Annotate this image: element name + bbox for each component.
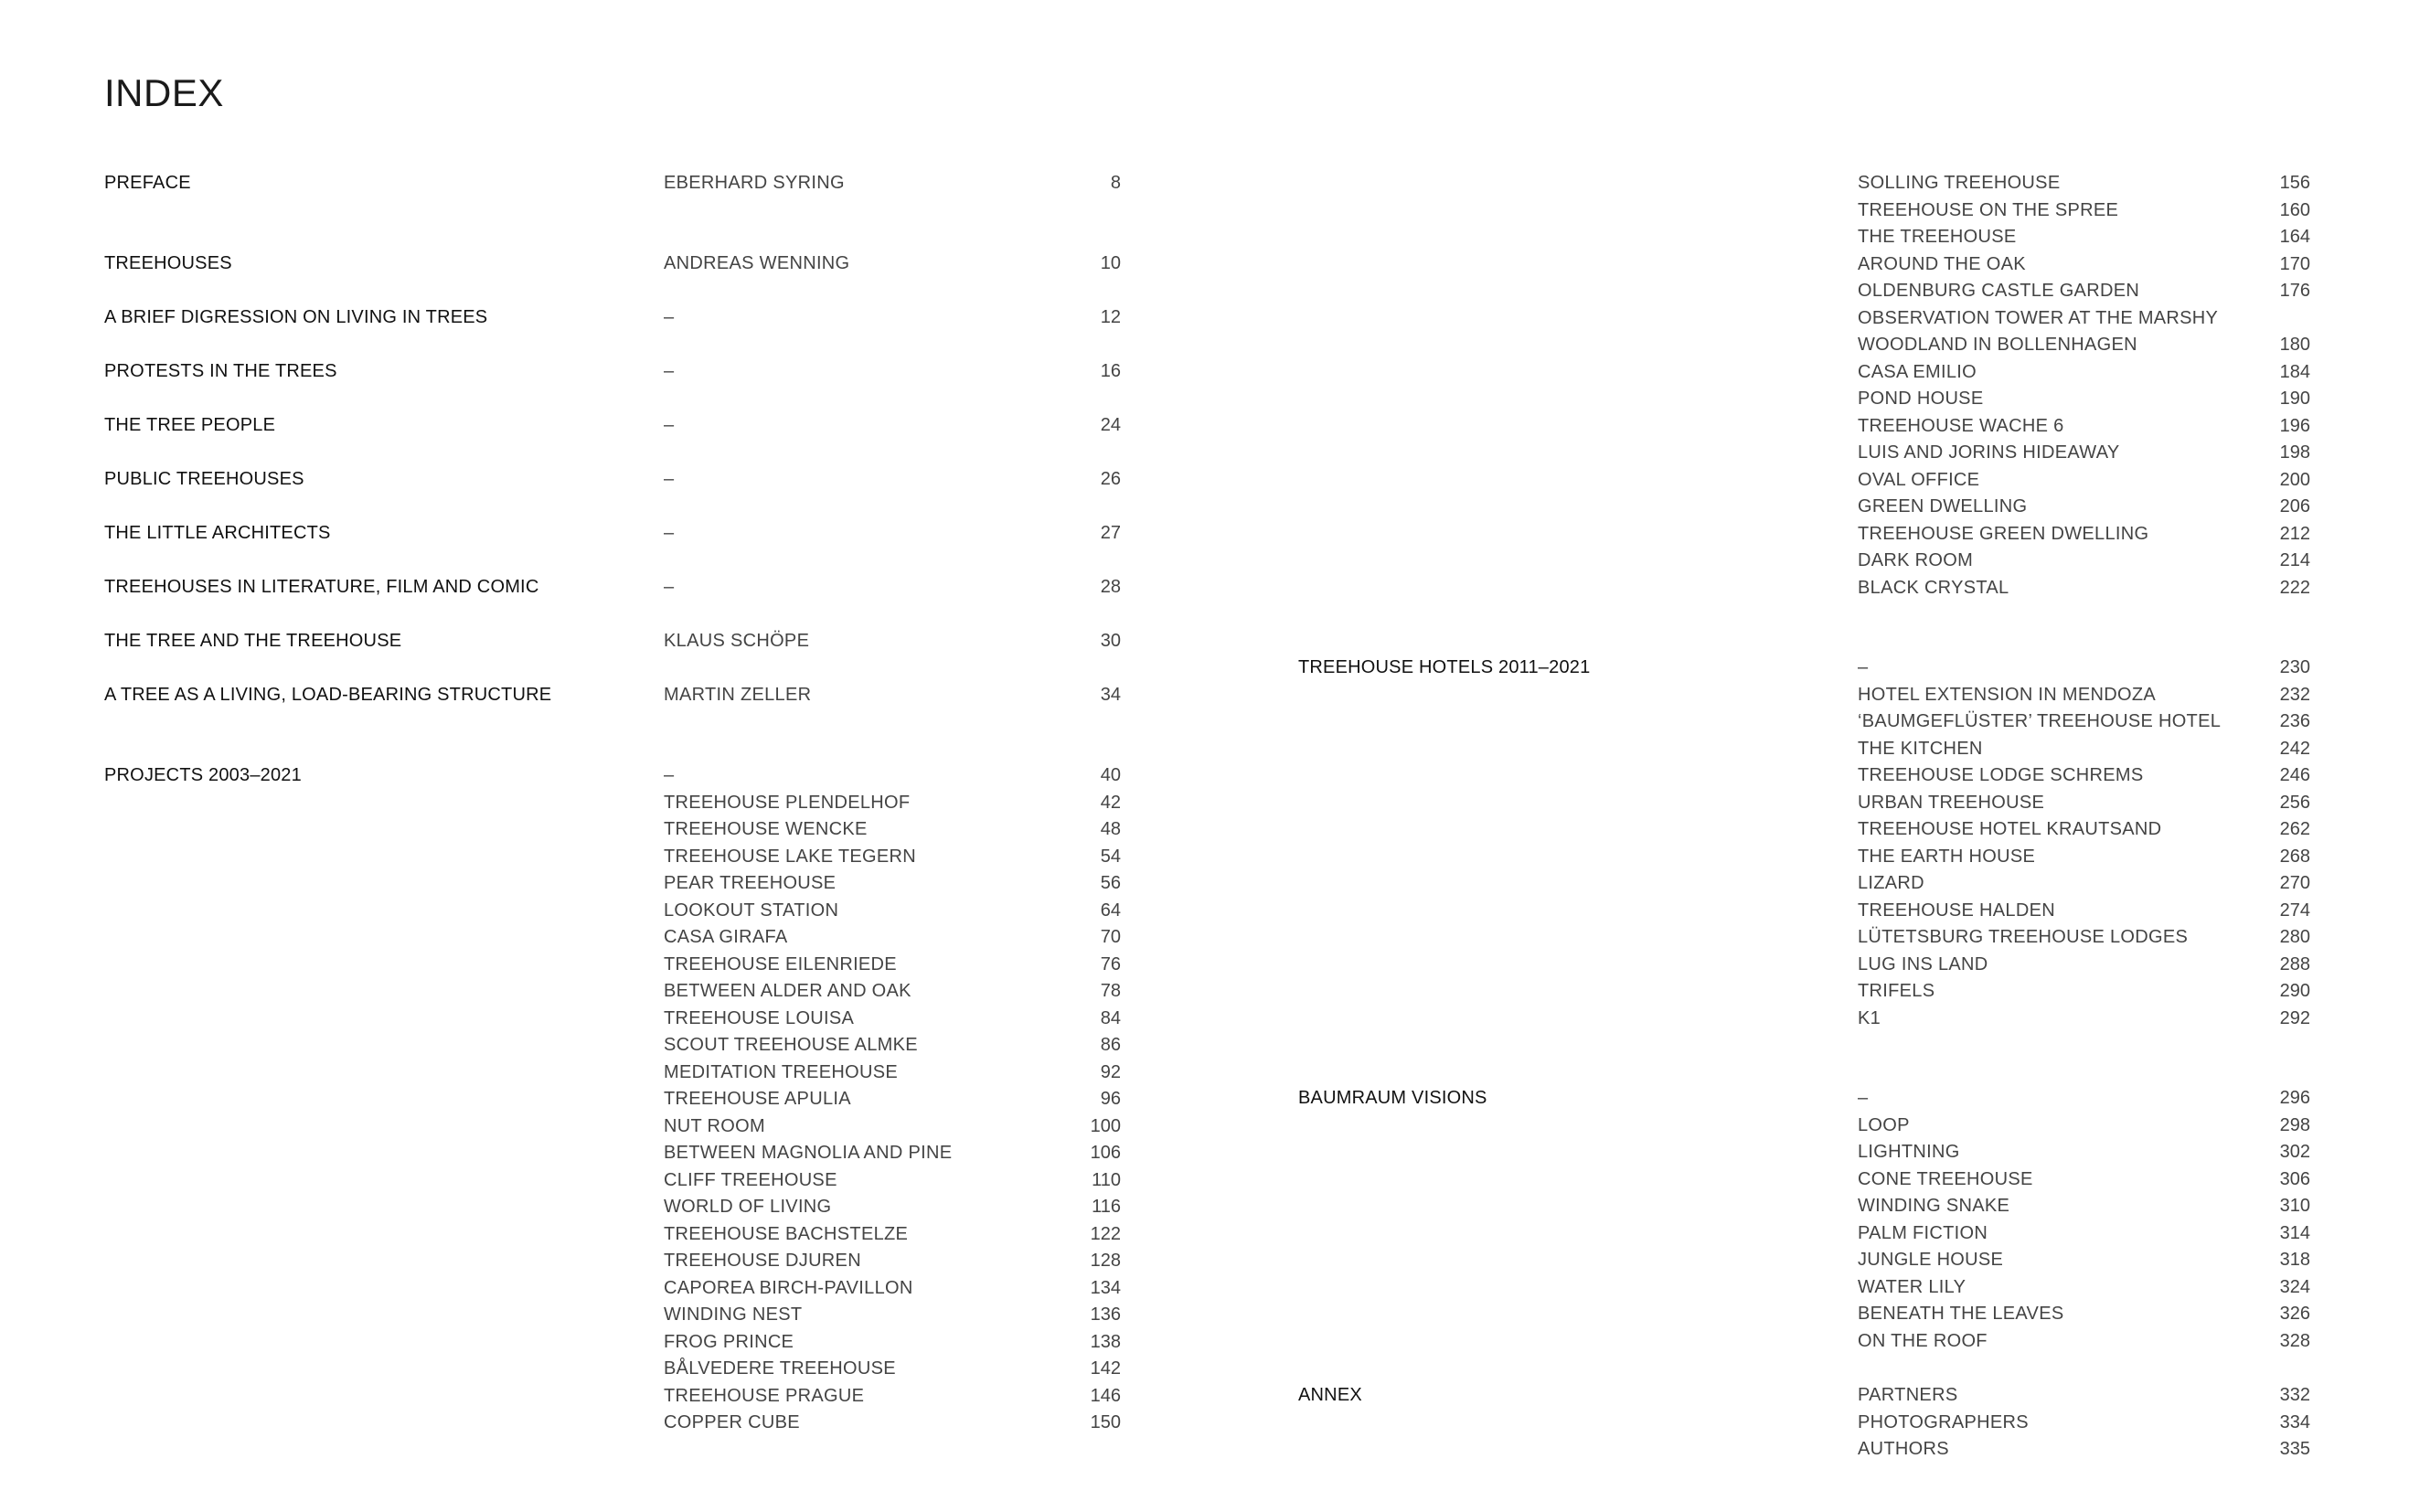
section-title: TREEHOUSES IN LITERATURE, FILM AND COMIC: [104, 577, 539, 597]
entry-title: AROUND THE OAK: [1858, 253, 2026, 274]
page-number: 314: [2279, 1222, 2310, 1243]
entry-title: TREEHOUSE WACHE 6: [1858, 415, 2064, 436]
entry-title: OVAL OFFICE: [1858, 469, 1980, 490]
entry-title: BLACK CRYSTAL: [1858, 577, 2009, 598]
page-number: 318: [2279, 1250, 2310, 1270]
page-number: 84: [1100, 1007, 1121, 1028]
section-title: ANNEX: [1298, 1385, 1362, 1405]
page-number: 230: [2279, 657, 2310, 677]
index-entry: [1858, 1301, 2310, 1327]
page-number: 270: [2279, 873, 2310, 893]
entry-title: THE EARTH HOUSE: [1858, 846, 2036, 867]
index-entry: [1858, 413, 2310, 440]
entry-title: TREEHOUSE ON THE SPREE: [1858, 199, 2119, 220]
page-number: 8: [1110, 173, 1121, 193]
entry-author: –: [664, 361, 675, 381]
entry-title: SOLLING TREEHOUSE: [1858, 173, 2061, 193]
page-number: 24: [1100, 415, 1121, 435]
entry-title: ON THE ROOF: [1858, 1330, 1988, 1351]
index-entry: [1858, 682, 2310, 708]
page-number: 78: [1100, 981, 1121, 1001]
entry-author: KLAUS SCHÖPE: [664, 631, 810, 651]
entry-author: ANDREAS WENNING: [664, 253, 850, 273]
index-entry: [1858, 1085, 2310, 1112]
entry-title: PEAR TREEHOUSE: [664, 873, 837, 893]
index-entry: [1858, 224, 2310, 250]
index-entry: [1858, 1193, 2310, 1219]
page-number: 296: [2279, 1088, 2310, 1108]
page-number: 34: [1100, 685, 1121, 705]
page-number: 180: [2279, 335, 2310, 355]
page-number: 332: [2279, 1385, 2310, 1405]
index-entry: [664, 790, 1121, 816]
page-number: 288: [2279, 953, 2310, 974]
entry-title: THE KITCHEN: [1858, 738, 1983, 759]
entry-title: JUNGLE HOUSE: [1858, 1250, 2004, 1270]
index-entry: [1858, 575, 2310, 602]
entry-title: –: [664, 765, 675, 785]
index-entry: [1858, 952, 2310, 978]
page-title: INDEX: [104, 71, 224, 114]
entry-title: WORLD OF LIVING: [664, 1197, 832, 1217]
index-entry: [1858, 816, 2310, 843]
page-number: 116: [1092, 1197, 1121, 1217]
page-number: 292: [2279, 1007, 2310, 1028]
page-number: 138: [1090, 1331, 1121, 1352]
page-number: 200: [2279, 469, 2310, 490]
index-entry: [664, 1113, 1121, 1140]
page-number: 26: [1100, 469, 1121, 489]
entry-title: LOOP: [1858, 1114, 1910, 1135]
entry-title: WINDING NEST: [664, 1304, 803, 1325]
page-number: 160: [2279, 199, 2310, 220]
index-entry: [1858, 440, 2310, 466]
index-entry: [1858, 708, 2310, 735]
page-number: 146: [1090, 1385, 1121, 1406]
page-number: 246: [2279, 765, 2310, 785]
index-entry: [1858, 762, 2310, 789]
index-entry: [664, 1356, 1121, 1382]
index-entry: [1858, 924, 2310, 951]
entry-title: CASA EMILIO: [1858, 361, 1977, 382]
index-entry: [664, 574, 1121, 601]
page-number: 128: [1090, 1251, 1121, 1271]
entry-title: POND HOUSE: [1858, 389, 1984, 409]
entry-title: K1: [1858, 1007, 1881, 1028]
entry-title: TREEHOUSE LAKE TEGERN: [664, 846, 916, 867]
entry-title: CASA GIRAFA: [664, 927, 788, 947]
index-entry: [664, 1329, 1121, 1356]
index-entry: [1858, 467, 2310, 494]
page-number: 164: [2279, 227, 2310, 247]
index-entry: [664, 628, 1121, 655]
page-number: 156: [2279, 173, 2310, 193]
page-number: 302: [2279, 1142, 2310, 1162]
page-number: 134: [1090, 1277, 1121, 1298]
entry-title: TRIFELS: [1858, 981, 1935, 1001]
page-number: 232: [2279, 684, 2310, 705]
page-number: 262: [2279, 819, 2310, 839]
page-number: 40: [1100, 765, 1121, 785]
page-number: 298: [2279, 1114, 2310, 1135]
page-number: 268: [2279, 846, 2310, 867]
page-number: 324: [2279, 1276, 2310, 1297]
index-entry: [664, 682, 1121, 708]
index-entry: [664, 898, 1121, 924]
index-entry: [664, 466, 1121, 493]
section-title: A BRIEF DIGRESSION ON LIVING IN TREES: [104, 307, 488, 327]
entry-author: –: [664, 577, 675, 597]
entry-title: PARTNERS: [1858, 1385, 1958, 1405]
page-number: 42: [1100, 792, 1121, 813]
entry-title: BETWEEN ALDER AND OAK: [664, 981, 911, 1001]
entry-title: WATER LILY: [1858, 1276, 1966, 1297]
index-entry: [664, 1032, 1121, 1059]
entry-author: –: [664, 307, 675, 327]
entry-title: COPPER CUBE: [664, 1412, 800, 1432]
index-entry: [1858, 736, 2310, 762]
page-number: 12: [1100, 307, 1121, 327]
index-entry: [664, 1383, 1121, 1410]
entry-title: TREEHOUSE PLENDELHOF: [664, 792, 911, 813]
entry-title: LUG INS LAND: [1858, 953, 1988, 974]
page-number: 76: [1100, 953, 1121, 974]
entry-title: TREEHOUSE WENCKE: [664, 819, 868, 839]
index-entry: [664, 520, 1121, 547]
entry-title: ‘BAUMGEFLÜSTER’ TREEHOUSE HOTEL: [1858, 711, 2222, 731]
entry-title: WINDING SNAKE: [1858, 1196, 2010, 1216]
index-entry: [1858, 1436, 2310, 1463]
index-entry: [1858, 386, 2310, 412]
index-entry: [664, 844, 1121, 870]
entry-title: MEDITATION TREEHOUSE: [664, 1061, 899, 1082]
entry-title: TREEHOUSE HALDEN: [1858, 900, 2055, 921]
index-entry: [1858, 197, 2310, 224]
index-entry: [1858, 1006, 2310, 1032]
entry-author: –: [664, 415, 675, 435]
section-title: PREFACE: [104, 173, 191, 193]
entry-title: LOOKOUT STATION: [664, 900, 839, 921]
page-number: 306: [2279, 1168, 2310, 1189]
page-number: 242: [2279, 738, 2310, 759]
index-entry: [1858, 1139, 2310, 1166]
index-entry: [1858, 521, 2310, 548]
section-title: THE LITTLE ARCHITECTS: [104, 523, 331, 543]
entry-title: WOODLAND IN BOLLENHAGEN: [1858, 335, 2137, 355]
index-entry: [664, 1221, 1121, 1248]
page-number: 122: [1090, 1223, 1121, 1244]
page-number: 170: [2279, 253, 2310, 274]
entry-title: TREEHOUSE LODGE SCHREMS: [1858, 765, 2144, 785]
entry-author: EBERHARD SYRING: [664, 173, 845, 193]
page-number: 274: [2279, 900, 2310, 921]
page-number: 10: [1100, 253, 1121, 273]
entry-author: MARTIN ZELLER: [664, 685, 812, 705]
index-entry: [1858, 494, 2310, 520]
section-title: PROJECTS 2003–2021: [104, 765, 302, 785]
section-title: THE TREE AND THE TREEHOUSE: [104, 631, 402, 651]
entry-title: BENEATH THE LEAVES: [1858, 1304, 2064, 1324]
entry-title: TREEHOUSE LOUISA: [664, 1007, 855, 1028]
entry-title: –: [1858, 657, 1869, 677]
entry-title: FROG PRINCE: [664, 1331, 794, 1352]
entry-title: DARK ROOM: [1858, 550, 1974, 570]
entry-title: OBSERVATION TOWER AT THE MARSHY: [1858, 307, 2219, 328]
entry-title: TREEHOUSE HOTEL KRAUTSAND: [1858, 819, 2162, 839]
page-number: 136: [1090, 1304, 1121, 1325]
entry-title: SCOUT TREEHOUSE ALMKE: [664, 1035, 918, 1055]
index-entry: [664, 762, 1121, 789]
entry-title: TREEHOUSE APULIA: [664, 1089, 851, 1109]
index-entry: [664, 978, 1121, 1005]
index-entry: [664, 1275, 1121, 1302]
entry-title: HOTEL EXTENSION IN MENDOZA: [1858, 684, 2156, 705]
page-number: 184: [2279, 361, 2310, 382]
section-title: THE TREE PEOPLE: [104, 415, 276, 435]
page-number: 206: [2279, 496, 2310, 516]
page-number: 30: [1100, 631, 1121, 651]
page-number: 198: [2279, 442, 2310, 463]
page-number: 64: [1100, 900, 1121, 921]
page-number: 176: [2279, 281, 2310, 301]
index-entry: [664, 358, 1121, 385]
page-number: 56: [1100, 873, 1121, 893]
entry-title: CAPOREA BIRCH-PAVILLON: [664, 1277, 913, 1298]
page-number: 86: [1100, 1035, 1121, 1055]
page-number: 54: [1100, 846, 1121, 867]
page-number: 28: [1100, 577, 1121, 597]
index-entry: [1858, 1247, 2310, 1273]
page-number: 16: [1100, 361, 1121, 381]
index-entry: [664, 924, 1121, 951]
entry-title: LUIS AND JORINS HIDEAWAY: [1858, 442, 2120, 463]
section-title: PUBLIC TREEHOUSES: [104, 469, 304, 489]
index-entry: [1858, 844, 2310, 870]
entry-title: LÜTETSBURG TREEHOUSE LODGES: [1858, 927, 2189, 947]
entry-title: LIGHTNING: [1858, 1142, 1960, 1162]
entry-title: BÅLVEDERE TREEHOUSE: [664, 1358, 896, 1379]
entry-title: –: [1858, 1088, 1869, 1108]
page-number: 48: [1100, 819, 1121, 839]
entry-title: URBAN TREEHOUSE: [1858, 792, 2045, 813]
index-entry: [1858, 1220, 2310, 1247]
page-number: 334: [2279, 1411, 2310, 1432]
entry-title: GREEN DWELLING: [1858, 496, 2028, 516]
index-entry: [1858, 170, 2310, 197]
page-number: 150: [1090, 1412, 1121, 1432]
entry-title: LIZARD: [1858, 873, 1924, 893]
entry-title: CLIFF TREEHOUSE: [664, 1169, 837, 1190]
entry-title: PALM FICTION: [1858, 1222, 1988, 1243]
index-entry: [1858, 870, 2310, 897]
page-number: 222: [2279, 577, 2310, 598]
section-title: TREEHOUSES: [104, 253, 232, 273]
entry-author: –: [664, 523, 675, 543]
index-entry: [1858, 1410, 2310, 1436]
entry-title: TREEHOUSE GREEN DWELLING: [1858, 523, 2149, 544]
index-entry: [1858, 1166, 2310, 1193]
entry-title: NUT ROOM: [664, 1115, 765, 1136]
page-number: 96: [1100, 1089, 1121, 1109]
index-entry: [664, 170, 1121, 197]
section-title: BAUMRAUM VISIONS: [1298, 1088, 1487, 1108]
index-entry: [1858, 278, 2310, 304]
index-entry: [664, 250, 1121, 277]
entry-title: PHOTOGRAPHERS: [1858, 1411, 2029, 1432]
entry-title: CONE TREEHOUSE: [1858, 1168, 2033, 1189]
page-number: 190: [2279, 389, 2310, 409]
index-entry: [1858, 1382, 2310, 1409]
entry-title: TREEHOUSE PRAGUE: [664, 1385, 865, 1406]
page-number: 27: [1100, 523, 1121, 543]
page-number: 106: [1090, 1143, 1121, 1163]
index-entry: [1858, 898, 2310, 924]
index-entry: [664, 952, 1121, 978]
entry-title: TREEHOUSE BACHSTELZE: [664, 1223, 909, 1244]
page-number: 256: [2279, 792, 2310, 813]
index-entry: [664, 870, 1121, 897]
index-entry: [1858, 790, 2310, 816]
index-entry: [664, 1006, 1121, 1032]
index-entry: [1858, 332, 2310, 358]
index-entry: [1858, 359, 2310, 386]
page-number: 92: [1100, 1061, 1121, 1082]
index-entry: [1858, 251, 2310, 278]
index-entry: [664, 816, 1121, 843]
page-number: 100: [1090, 1115, 1121, 1136]
page-number: 196: [2279, 415, 2310, 436]
section-title: A TREE AS A LIVING, LOAD-BEARING STRUCTURE: [104, 685, 552, 705]
page-number: 310: [2279, 1196, 2310, 1216]
entry-title: TREEHOUSE DJUREN: [664, 1251, 861, 1271]
index-entry: [1858, 305, 2310, 332]
entry-title: BETWEEN MAGNOLIA AND PINE: [664, 1143, 953, 1163]
index-entry: [1858, 1113, 2310, 1139]
page-number: 70: [1100, 927, 1121, 947]
section-title: TREEHOUSE HOTELS 2011–2021: [1298, 657, 1591, 677]
entry-title: AUTHORS: [1858, 1439, 1949, 1459]
entry-author: –: [664, 469, 675, 489]
index-entry: [664, 1059, 1121, 1086]
page-number: 212: [2279, 523, 2310, 544]
entry-title: THE TREEHOUSE: [1858, 227, 2017, 247]
page-number: 110: [1092, 1169, 1121, 1190]
page-number: 326: [2279, 1304, 2310, 1324]
entry-title: OLDENBURG CASTLE GARDEN: [1858, 281, 2140, 301]
page-number: 328: [2279, 1330, 2310, 1351]
index-entry: [664, 1140, 1121, 1166]
section-title: PROTESTS IN THE TREES: [104, 361, 337, 381]
index-entry: [1858, 978, 2310, 1005]
index-entry: [1858, 548, 2310, 574]
index-entry: [664, 304, 1121, 331]
index-entry: [664, 1302, 1121, 1328]
index-entry: [1858, 1328, 2310, 1355]
index-entry: [664, 1248, 1121, 1274]
index-entry: [1858, 1274, 2310, 1301]
index-entry: [664, 1410, 1121, 1436]
entry-title: TREEHOUSE EILENRIEDE: [664, 953, 897, 974]
page-number: 280: [2279, 927, 2310, 947]
index-entry: [664, 1194, 1121, 1220]
page-number: 214: [2279, 550, 2310, 570]
page-number: 335: [2279, 1439, 2310, 1459]
index-entry: [664, 1167, 1121, 1194]
page-number: 236: [2279, 711, 2310, 731]
page-number: 290: [2279, 981, 2310, 1001]
index-entry: [1858, 655, 2310, 681]
index-entry: [664, 412, 1121, 439]
page-number: 142: [1090, 1358, 1121, 1379]
index-entry: [664, 1086, 1121, 1113]
